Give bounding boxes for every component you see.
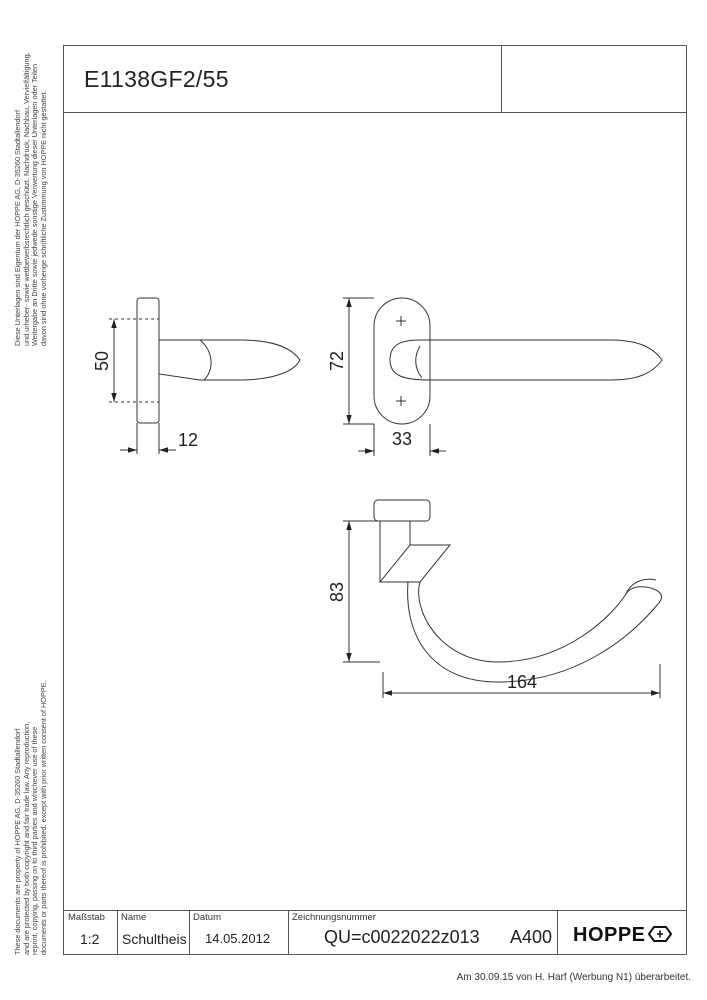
legal-de-line: davon sind ohne vorherige schriftliche Zustimmung von HOPPE nicht gestattet. xyxy=(38,90,48,346)
top-view xyxy=(343,500,662,698)
side-view xyxy=(109,298,300,454)
scale-value: 1:2 xyxy=(80,931,100,947)
scale-label: Maßstab xyxy=(68,912,105,923)
front-lever xyxy=(390,340,662,380)
legal-en-line: reprint, copying, passing on to third parties and whichever use of these xyxy=(30,726,40,955)
dim-side-height: 50 xyxy=(92,350,112,372)
part-number: E1138GF2/55 xyxy=(84,66,229,92)
name-value: Schultheis xyxy=(122,931,187,947)
front-view xyxy=(343,298,662,456)
top-rose xyxy=(374,500,430,521)
date-value: 14.05.2012 xyxy=(205,931,271,946)
legal-de-line: und urheber- sowie wettbewerbsrechtlich geschützt. Nachdruck, Nachbau, Vervielfältigung, xyxy=(21,52,31,346)
date-label: Datum xyxy=(193,912,221,923)
title-block-top-line xyxy=(63,910,687,911)
drawing-number-label: Zeichnungsnummer xyxy=(292,912,376,923)
format-value: A400 xyxy=(510,927,553,947)
dim-front-width: 33 xyxy=(391,429,413,449)
hoppe-emblem-icon xyxy=(648,925,672,943)
title-block-divider xyxy=(288,910,289,955)
front-lever-ridge xyxy=(416,346,422,378)
legal-en-line: and are protected by both copyright and fair trade law. Any reproduction, xyxy=(21,721,31,955)
top-neck xyxy=(380,545,450,582)
side-lever-ridge xyxy=(200,340,211,380)
legal-en-line: documents or parts thereof is prohibited, except with prior written consent of HOPPE. xyxy=(38,680,48,955)
front-rose xyxy=(374,298,430,424)
title-block-divider xyxy=(557,910,558,955)
brand-name: HOPPE xyxy=(573,924,646,946)
title-block-divider xyxy=(189,910,190,955)
drawing-number-value: QU=c0022022z013 xyxy=(324,927,480,947)
legal-de-line: Weitergabe an Dritte sowie jedwede sonstige Verwertung dieser Unterlagen oder Teilen xyxy=(30,63,40,346)
legal-en-line: These documents are property of HOPPE AG, D-35260 Stadtallendorf xyxy=(13,728,22,955)
hoppe-logo xyxy=(573,924,672,947)
revision-note: Am 30.09.15 von H. Harf (Werbung N1) überarbeitet. xyxy=(456,972,691,983)
top-lever xyxy=(408,582,662,682)
title-block-divider xyxy=(117,910,118,955)
side-lever xyxy=(159,340,300,380)
dim-top-length: 164 xyxy=(506,672,538,692)
dim-top-height: 83 xyxy=(327,581,347,603)
screw-mark xyxy=(396,396,406,406)
dim-side-depth: 12 xyxy=(177,430,199,450)
dim-front-height: 72 xyxy=(327,350,347,372)
legal-de-line: Diese Unterlagen sind Eigentum der HOPPE AG, D-35260 Stadtallendorf xyxy=(13,109,22,346)
side-rose xyxy=(137,298,159,423)
name-label: Name xyxy=(121,912,147,923)
screw-mark xyxy=(396,316,406,326)
